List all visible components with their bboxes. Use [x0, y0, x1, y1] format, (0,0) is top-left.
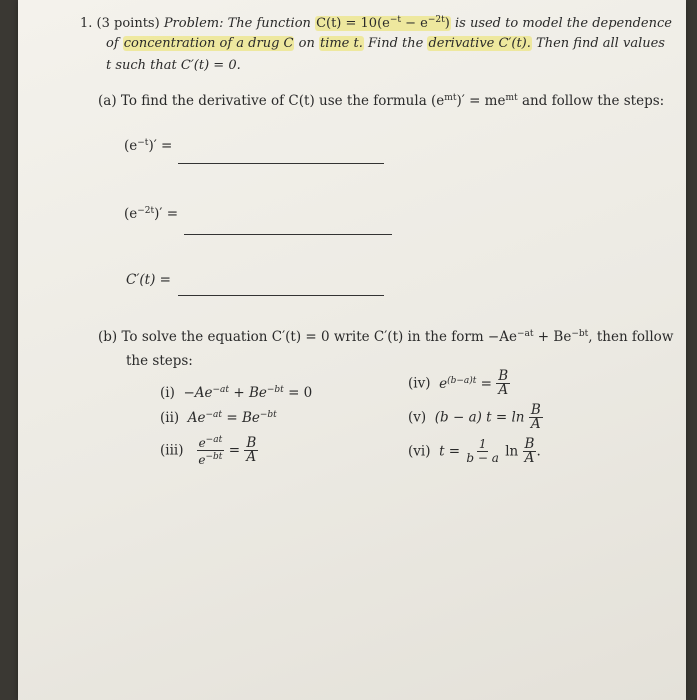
problem-number: 1. [80, 16, 93, 31]
step-a3-label: C′(t) = [126, 272, 171, 288]
step-b-i: $(i) -Ae^{-at} + Be^{-bt} = 0$ [160, 385, 313, 401]
answer-line-a1[interactable] [178, 163, 384, 164]
problem-points: (3 points) [96, 16, 160, 31]
problem-function: $C(t) = 10(e^{-t} - e^{-2t})$ [316, 15, 450, 31]
step-b-iv: (iv) $e^{(b-a)t}$ = $\frac{B}{A}$ [408, 368, 509, 398]
step-b-v: (v) (b − a) t = ln $\frac{B}{A}$ [408, 402, 541, 432]
problem-line-2 [106, 33, 665, 54]
part-b-instruction: (b) To solve the equation C′(t) = 0 write C′(t) in the form $-Ae^{-at} + Be^{-bt}$, then follow [98, 329, 674, 345]
step-b-ii: (ii) $Ae^{-at} = Be^{-bt}$ [160, 410, 277, 426]
problem-line2-end: Then find all values [536, 36, 665, 51]
step-a2-label: $(e^{-2t})'$ = [124, 206, 179, 222]
problem-line2-find: Find the [368, 36, 424, 51]
problem-line-1 [80, 10, 672, 34]
step-b-iii: (iii) $\frac{e^{-at}}{e^{-bt}}$ = $\frac{B}{A}$ [160, 435, 257, 467]
step-a1-label: $(e^{-t})'$ = [124, 138, 173, 154]
answer-line-a3[interactable] [178, 295, 384, 296]
answer-line-a2[interactable] [184, 234, 392, 235]
part-b-instruction-line2: the steps: [126, 353, 193, 369]
highlight-derivative: derivative C′(t). [428, 36, 531, 51]
highlight-time: time t. [319, 36, 363, 51]
problem-text-used: is used to model the dependence [454, 16, 672, 31]
part-a-instruction: (a) To find the derivative of C(t) use the formula $(e^{mt})' = me^{mt}$ and follow the steps: [98, 93, 665, 109]
highlight-concentration: concentration of a drug C [123, 36, 294, 51]
problem-line-3: t such that C′(t) = 0. [106, 58, 241, 73]
step-b-vi: (vi) t = $\frac{1}{b - a}$ ln $\frac{B}{A}$ . [408, 436, 541, 466]
problem-line2-mid: on [298, 36, 315, 51]
problem-line2-pre: of [106, 36, 119, 51]
problem-text-pre: The function [227, 16, 311, 31]
worksheet-page [18, 0, 686, 700]
problem-label: Problem: [163, 16, 224, 31]
